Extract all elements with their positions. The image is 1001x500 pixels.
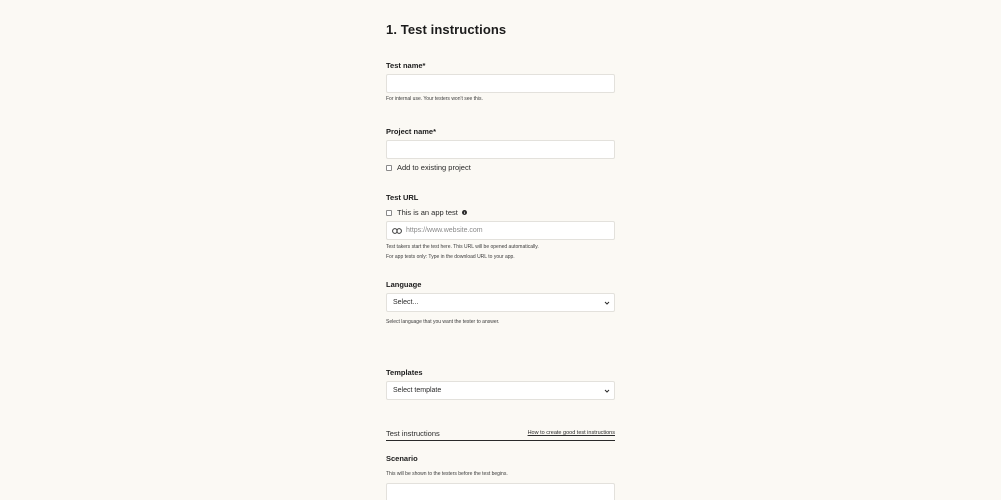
test-name-label: Test name* [386,61,426,70]
app-test-label: This is an app test [397,208,458,217]
link-icon [392,227,402,235]
test-instructions-header [386,426,615,441]
language-label: Language [386,280,422,289]
templates-selected-value: Select template [393,387,442,394]
test-url-help-2: For app tests only: Type in the download URL to your app. [386,254,515,260]
scenario-label: Scenario [386,454,418,463]
test-url-help-1: Test takers start the test here. This URL will be opened automatically. [386,244,539,250]
templates-select[interactable] [386,381,615,400]
scenario-help: This will be shown to the testers before the test begins. [386,471,508,477]
info-icon[interactable]: i [463,210,465,215]
app-test-row[interactable] [386,208,467,217]
chevron-down-icon [604,388,610,394]
language-selected-value: Select... [393,299,419,306]
test-url-input[interactable] [386,221,615,240]
chevron-down-icon [604,300,610,306]
add-existing-project-checkbox[interactable] [386,165,392,171]
test-url-placeholder: https://www.website.com [406,227,483,234]
project-name-label: Project name* [386,127,437,136]
page-title: 1. Test instructions [386,22,507,37]
add-existing-project-label: Add to existing project [397,163,471,172]
add-existing-project-row[interactable] [386,163,471,172]
app-test-checkbox[interactable] [386,210,392,216]
test-url-label: Test URL [386,193,419,202]
test-name-help: For internal use. Your testers won't see this. [386,96,483,102]
project-name-input[interactable] [386,140,615,159]
good-instructions-link[interactable]: How to create good test instructions [527,430,615,436]
language-select[interactable] [386,293,615,312]
templates-label: Templates [386,368,423,377]
scenario-textarea[interactable] [386,483,615,500]
test-instructions-title: Test instructions [386,428,440,438]
test-name-input[interactable] [386,74,615,93]
language-help: Select language that you want the tester to answer. [386,319,500,325]
